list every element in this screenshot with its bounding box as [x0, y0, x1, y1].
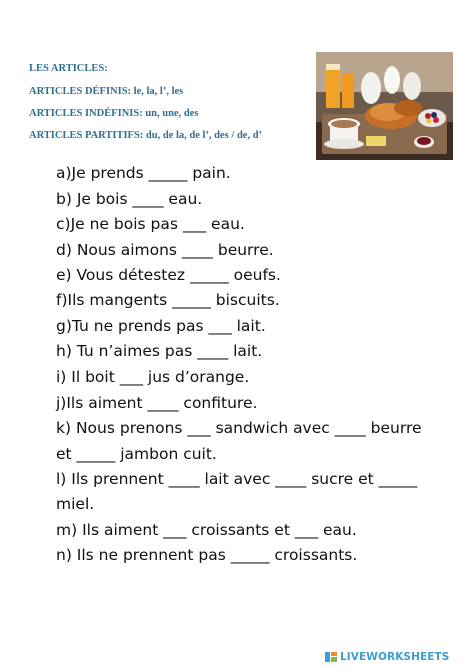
definite-articles-line: ARTICLES DÉFINIS: le, la, l’, les — [29, 86, 184, 97]
exercise-c: c)Je ne bois pas ___ eau. — [56, 215, 245, 233]
exercise-h: h) Tu n’aimes pas ____ lait. — [56, 342, 263, 360]
exercise-m: m) Ils aiment ___ croissants et ___ eau. — [56, 521, 357, 539]
exercise-l: l) Ils prennent ____ lait avec ____ sucre et _____ — [56, 470, 418, 488]
worksheet-title: LES ARTICLES: — [29, 63, 108, 74]
exercise-a: a)Je prends _____ pain. — [56, 164, 231, 182]
indefinite-articles-line: ARTICLES INDÉFINIS: un, une, des — [29, 108, 199, 119]
liveworksheets-logo-text: LIVEWORKSHEETS — [340, 651, 450, 663]
liveworksheets-logo-icon — [325, 651, 337, 663]
exercise-e: e) Vous détestez _____ oeufs. — [56, 266, 281, 284]
exercise-d: d) Nous aimons ____ beurre. — [56, 241, 274, 259]
exercise-l-continued: miel. — [56, 495, 95, 513]
partitive-articles-line: ARTICLES PARTITIFS: du, de la, de l’, des / de, d’ — [29, 130, 263, 141]
exercise-k: k) Nous prenons ___ sandwich avec ____ beurre — [56, 419, 422, 437]
exercise-g: g)Tu ne prends pas ___ lait. — [56, 317, 266, 335]
liveworksheets-logo[interactable] — [325, 650, 449, 664]
exercise-n: n) Ils ne prennent pas _____ croissants. — [56, 546, 358, 564]
exercise-k-continued: et _____ jambon cuit. — [56, 445, 217, 463]
exercise-j: j)Ils aiment ____ confiture. — [56, 394, 258, 412]
exercise-f: f)Ils mangents _____ biscuits. — [56, 291, 280, 309]
exercise-i: i) Il boit ___ jus d’orange. — [56, 368, 250, 386]
exercise-b: b) Je bois ____ eau. — [56, 190, 203, 208]
breakfast-photo — [316, 52, 453, 160]
